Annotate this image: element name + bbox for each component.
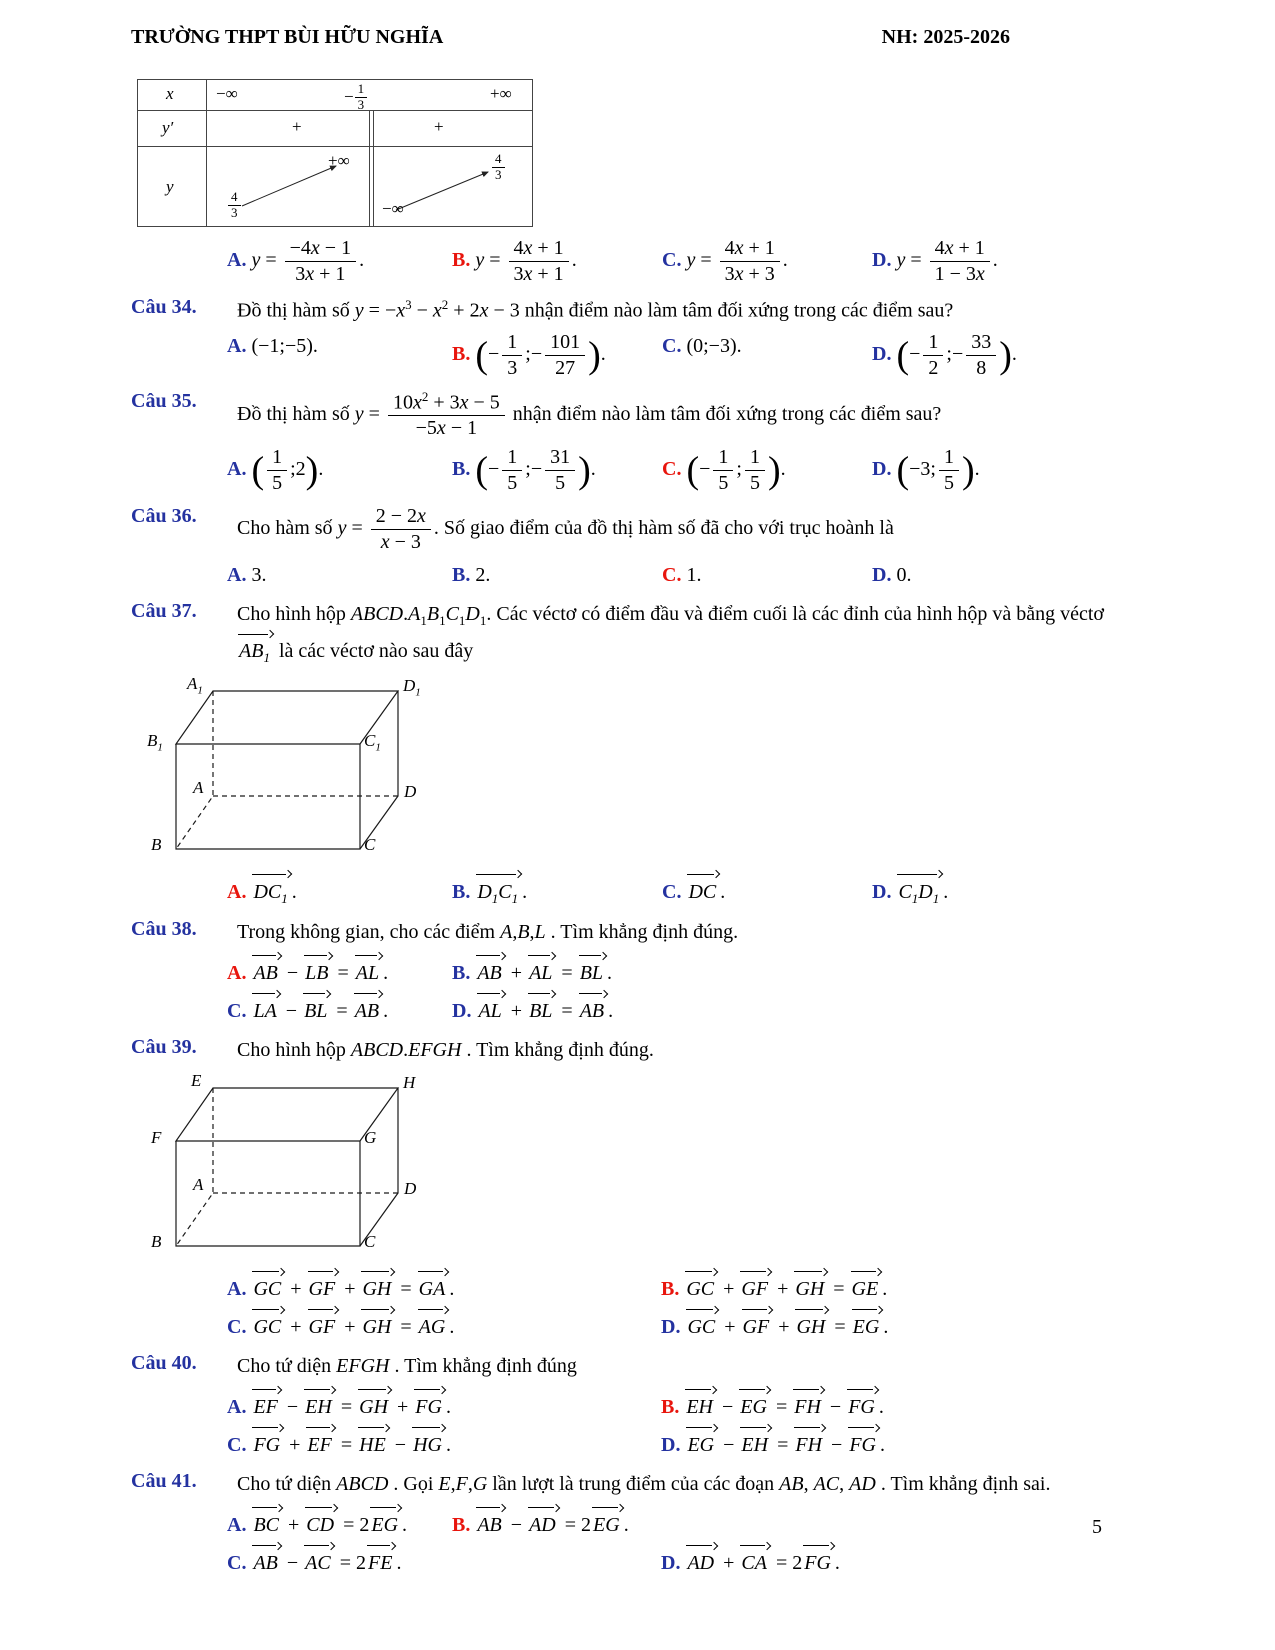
answer-option <box>452 871 662 909</box>
vertex-label: $C_1$ <box>364 730 381 754</box>
option-letter: A. <box>227 1514 247 1537</box>
option-letter: D. <box>661 1552 681 1575</box>
vertex-label: A <box>193 1175 204 1195</box>
option-letter: B. <box>452 458 471 481</box>
option-letter: D. <box>872 880 892 903</box>
options-row <box>227 1306 1145 1342</box>
question-number: Câu 41. <box>131 1470 197 1493</box>
question-34 <box>131 296 1145 380</box>
option-content: EH − EG = FH − FG . <box>684 1396 884 1418</box>
y-limit-left-high: +∞ <box>328 151 350 170</box>
y-limit-right-high <box>492 152 505 183</box>
option-letter: C. <box>662 880 682 903</box>
option-content: y = $\frac{-4x - 1}{3x + 1}$ . <box>251 237 365 285</box>
question-stem: Cho hình hộp $ABCD.A_1B_1C_1D_1$. Các véctơ có điểm đầu và điểm cuối là các đỉnh của hình hộp và bằng véctơ $AB_1$ là các véctơ nào sau đây <box>237 600 1145 666</box>
option-letter: C. <box>662 458 682 481</box>
answer-option <box>227 560 452 590</box>
option-content: 2. <box>475 564 491 587</box>
options-row <box>227 237 1145 286</box>
option-letter: C. <box>662 249 682 272</box>
option-letter: C. <box>227 1316 247 1339</box>
option-content: y = $\frac{4x + 1}{1 - 3x}$ . <box>896 237 998 285</box>
option-letter: B. <box>452 962 471 985</box>
option-content: $D_1C_1$ . <box>475 881 527 903</box>
question-33-options <box>131 237 1145 286</box>
answer-option <box>227 331 452 380</box>
vertex-label: F <box>151 1128 162 1148</box>
answer-option <box>452 237 662 286</box>
answer-option <box>227 1306 661 1342</box>
question-stem: Cho tứ diện ABCD . Gọi E,F,G lần lượt là trung điểm của các đoạn AB, AC, AD . Tìm khẳng định sai. <box>237 1473 1051 1496</box>
option-content: (−3; $\frac{1}{5}$ ). <box>896 446 980 495</box>
option-content: (− $\frac{1}{3}$ ;− $\frac{101}{27}$ ). <box>475 330 606 379</box>
answer-option <box>872 560 1145 590</box>
vertex-label: D <box>404 781 417 801</box>
option-content: AL + BL = AB . <box>476 1000 613 1022</box>
row-label-y: y <box>166 177 174 196</box>
option-content: 3. <box>251 564 267 587</box>
minus-sign: − <box>344 87 354 107</box>
answer-option <box>227 871 452 909</box>
answer-option <box>227 1268 661 1304</box>
option-letter: C. <box>662 564 682 587</box>
option-content: LA − BL = AB . <box>251 1000 388 1022</box>
answer-option <box>662 446 872 495</box>
option-content: y = $\frac{4x + 1}{3x + 1}$ . <box>475 237 577 285</box>
answer-option <box>227 1504 452 1540</box>
question-number: Câu 39. <box>131 1036 197 1059</box>
option-content: FG + EF = HE − HG . <box>251 1434 451 1456</box>
box-figure-q37 <box>141 675 441 865</box>
question-number: Câu 40. <box>131 1352 197 1375</box>
option-letter: B. <box>452 249 471 272</box>
option-letter: A. <box>227 249 247 272</box>
option-letter: D. <box>872 564 892 587</box>
school-name: TRƯỜNG THPT BÙI HỮU NGHĨA <box>131 26 444 48</box>
vertex-label: B <box>151 1232 162 1252</box>
question-39 <box>131 1036 1145 1342</box>
vertex-label: C <box>364 834 376 854</box>
option-content: (− $\frac{1}{5}$ ; $\frac{1}{5}$ ). <box>686 446 786 495</box>
answer-option <box>452 1504 1145 1540</box>
vertex-label: G <box>364 1128 377 1148</box>
option-content: GC + GF + GH = AG . <box>251 1316 454 1338</box>
x-neg-infinity: −∞ <box>216 84 238 103</box>
answer-option <box>661 1542 1145 1578</box>
denominator: 3 <box>231 204 238 220</box>
vertex-label: $D_1$ <box>403 675 421 699</box>
vertex-label: D <box>404 1179 417 1199</box>
vertex-label: $B_1$ <box>147 730 163 754</box>
answer-option <box>452 990 1145 1026</box>
answer-option <box>227 237 452 286</box>
question-38 <box>131 918 1145 1026</box>
school-year: NH: 2025-2026 <box>881 26 1010 48</box>
option-content: GC + GF + GH = EG . <box>685 1316 888 1338</box>
question-number: Câu 34. <box>131 296 197 318</box>
vertex-label: $A_1$ <box>187 673 203 697</box>
option-letter: D. <box>452 1000 472 1023</box>
vertex-label: C <box>364 1232 376 1252</box>
options-row <box>227 952 1145 988</box>
yprime-sign-right: + <box>434 117 444 136</box>
question-number: Câu 36. <box>131 505 197 528</box>
option-letter: A. <box>227 962 247 985</box>
option-content: (0;−3). <box>686 334 742 357</box>
question-41 <box>131 1470 1145 1578</box>
option-content: AD + CA = 2 FG . <box>685 1552 839 1574</box>
y-limit-right-low: −∞ <box>382 199 404 218</box>
options-row <box>227 446 1145 495</box>
option-letter: B. <box>452 1514 471 1537</box>
option-content: AB − AC = 2 FE . <box>251 1552 401 1574</box>
page-header <box>131 26 1145 49</box>
answer-option <box>872 446 1145 495</box>
question-36 <box>131 505 1145 590</box>
option-content: y = $\frac{4x + 1}{3x + 3}$ . <box>686 237 788 285</box>
option-letter: D. <box>872 458 892 481</box>
vertex-label: A <box>193 777 204 797</box>
question-number: Câu 35. <box>131 389 197 412</box>
option-letter: A. <box>227 564 247 587</box>
option-content: EG − EH = FH − FG . <box>685 1434 885 1456</box>
box-figure-q39 <box>141 1072 441 1262</box>
option-letter: D. <box>661 1434 681 1457</box>
options-row <box>227 1268 1145 1304</box>
option-letter: A. <box>227 1278 247 1301</box>
vertex-label: B <box>151 834 162 854</box>
row-label-yprime: y′ <box>162 118 174 137</box>
answer-option <box>872 871 1145 909</box>
option-content: 1. <box>686 564 702 587</box>
options-row <box>227 560 1145 590</box>
option-content: ( $\frac{1}{5}$ ;2). <box>251 446 324 495</box>
options-row <box>227 871 1145 909</box>
option-letter: B. <box>452 564 471 587</box>
answer-option <box>452 952 1145 988</box>
question-number: Câu 38. <box>131 918 197 941</box>
yprime-sign-left: + <box>292 117 302 136</box>
option-letter: C. <box>227 1434 247 1457</box>
answer-option <box>872 237 1145 286</box>
option-content: $DC_1$ . <box>251 881 296 903</box>
parallelepiped-drawing <box>141 1072 441 1262</box>
options-row <box>227 1424 1145 1460</box>
answer-option <box>662 237 872 286</box>
question-stem: Cho tứ diện EFGH . Tìm khẳng định đúng <box>237 1355 577 1378</box>
option-letter: C. <box>662 334 682 357</box>
question-40 <box>131 1352 1145 1460</box>
denominator: 3 <box>357 96 365 112</box>
answer-option <box>661 1306 1145 1342</box>
numerator: 4 <box>228 190 241 206</box>
option-letter: B. <box>661 1278 680 1301</box>
answer-option <box>661 1424 1145 1460</box>
question-stem: Cho hình hộp ABCD.EFGH . Tìm khẳng định đúng. <box>237 1039 654 1062</box>
option-letter: A. <box>227 458 247 481</box>
answer-option <box>452 331 662 380</box>
option-letter: B. <box>661 1396 680 1419</box>
answer-option <box>662 560 872 590</box>
question-stem: Cho hàm số y = $\frac{2 - 2x}{x - 3}$ . Số giao điểm của đồ thị hàm số đã cho với trục hoành là <box>237 505 894 554</box>
option-content: AB + AL = BL . <box>475 962 612 984</box>
question-stem: Đồ thị hàm số y = $\frac{10x^2 + 3x - 5}{-5x - 1}$ nhận điểm nào làm tâm đối xứng trong các điểm sau? <box>237 388 942 440</box>
parallelepiped-drawing <box>141 675 441 865</box>
options-row <box>227 1542 1145 1578</box>
denominator: 3 <box>495 166 502 182</box>
option-letter: B. <box>452 342 471 365</box>
answer-option <box>227 952 452 988</box>
answer-option <box>227 1424 661 1460</box>
answer-option <box>661 1386 1145 1422</box>
question-number: Câu 37. <box>131 600 197 623</box>
vertex-label: E <box>191 1071 202 1091</box>
option-letter: A. <box>227 880 247 903</box>
question-stem: Đồ thị hàm số $y = -x^3 - x^2 + 2x - 3$ nhận điểm nào làm tâm đối xứng trong các điểm sau? <box>237 297 954 322</box>
option-content: AB − LB = AL . <box>251 962 388 984</box>
row-label-x: x <box>166 84 174 103</box>
option-content: 0. <box>896 564 912 587</box>
option-content: (−1;−5). <box>251 334 318 357</box>
answer-option <box>452 446 662 495</box>
option-content: GC + GF + GH = GE . <box>684 1278 887 1300</box>
option-content: $C_1D_1$ . <box>896 881 948 903</box>
option-letter: D. <box>872 249 892 272</box>
answer-option <box>872 331 1145 380</box>
answer-option <box>227 990 452 1026</box>
option-letter: A. <box>227 1396 247 1419</box>
y-limit-left-low <box>228 190 241 221</box>
options-row <box>227 331 1145 380</box>
x-pos-infinity: +∞ <box>490 84 512 103</box>
option-letter: C. <box>227 1000 247 1023</box>
option-content: EF − EH = GH + FG . <box>251 1396 451 1418</box>
options-row <box>227 1386 1145 1422</box>
option-content: DC . <box>686 881 725 903</box>
numerator: 4 <box>492 152 505 168</box>
option-content: GC + GF + GH = GA . <box>251 1278 454 1300</box>
answer-option <box>227 1386 661 1422</box>
option-letter: D. <box>872 342 892 365</box>
option-content: (− $\frac{1}{5}$ ;− $\frac{31}{5}$ ). <box>475 446 596 495</box>
answer-option <box>227 446 452 495</box>
options-row <box>227 990 1145 1026</box>
option-letter: A. <box>227 334 247 357</box>
answer-option <box>452 560 662 590</box>
question-37 <box>131 600 1145 908</box>
option-content: AB − AD = 2 EG . <box>475 1514 628 1536</box>
answer-option <box>661 1268 1145 1304</box>
option-letter: B. <box>452 880 471 903</box>
answer-option <box>227 1542 661 1578</box>
option-letter: D. <box>661 1316 681 1339</box>
numerator: 1 <box>355 82 368 98</box>
options-row <box>227 1504 1145 1540</box>
option-content: (− $\frac{1}{2}$ ;− $\frac{33}{8}$ ). <box>896 330 1017 379</box>
page-number: 5 <box>1092 1516 1102 1538</box>
vertex-label: H <box>403 1073 416 1093</box>
answer-option <box>662 871 872 909</box>
question-35 <box>131 390 1145 496</box>
question-stem: Trong không gian, cho các điểm A,B,L . Tìm khẳng định đúng. <box>237 921 739 944</box>
variation-table <box>137 79 533 227</box>
option-content: BC + CD = 2 EG . <box>251 1514 407 1536</box>
answer-option <box>662 331 872 380</box>
option-letter: C. <box>227 1552 247 1575</box>
